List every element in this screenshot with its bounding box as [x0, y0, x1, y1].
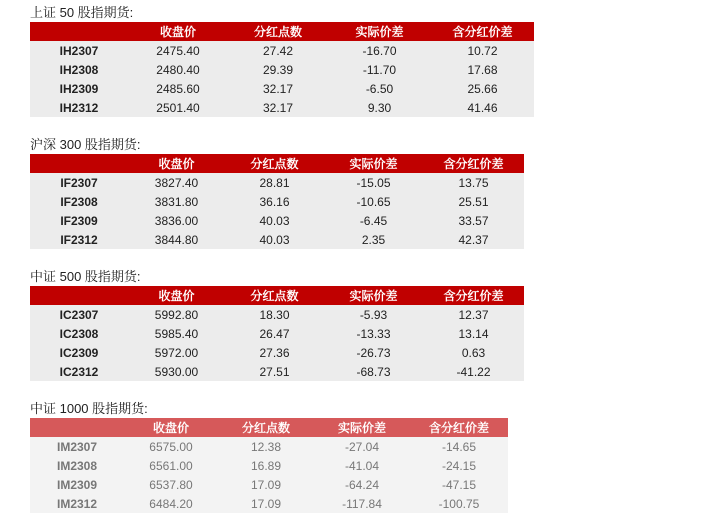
close-price: 3831.80 — [154, 194, 199, 209]
header-dividend-points: 分红点数 — [250, 289, 299, 303]
spread-with-dividend: 10.72 — [467, 43, 498, 58]
table-header-row — [30, 418, 508, 437]
actual-spread: -11.70 — [362, 62, 397, 77]
dividend-points: 27.42 — [262, 43, 294, 58]
header-close-price: 收盘价 — [158, 289, 195, 303]
section-title: 上证 50 股指期货: — [30, 5, 134, 20]
close-price: 6561.00 — [149, 458, 193, 473]
dividend-points: 40.03 — [259, 213, 290, 228]
actual-spread: -64.24 — [344, 477, 380, 492]
contract-code: IF2312 — [60, 232, 98, 247]
table-header-row — [30, 22, 534, 41]
contract-code: IH2312 — [59, 100, 99, 115]
section-title: 沪深 300 股指期货: — [30, 137, 141, 152]
close-price: 2501.40 — [156, 100, 200, 115]
spread-table — [30, 286, 524, 381]
spread-with-dividend: -100.75 — [438, 496, 480, 511]
actual-spread: -68.73 — [356, 364, 391, 379]
actual-spread: -16.70 — [362, 43, 397, 58]
header-dividend-points: 分红点数 — [241, 421, 290, 435]
actual-spread: 2.35 — [361, 232, 386, 247]
actual-spread: -41.04 — [344, 458, 380, 473]
contract-code: IH2309 — [59, 81, 99, 96]
actual-spread: -15.05 — [356, 175, 391, 190]
dividend-points: 40.03 — [259, 232, 290, 247]
actual-spread: -27.04 — [344, 439, 380, 454]
actual-spread: -6.50 — [365, 81, 394, 96]
header-actual-spread: 实际价差 — [349, 289, 398, 303]
actual-spread: 9.30 — [367, 100, 392, 115]
spread-with-dividend: -24.15 — [441, 458, 477, 473]
spread-with-dividend: 42.37 — [458, 232, 489, 247]
table-row — [30, 41, 534, 60]
spread-with-dividend: -41.22 — [456, 364, 491, 379]
close-price: 6537.80 — [149, 477, 193, 492]
table-row — [30, 98, 534, 117]
header-cell — [30, 22, 128, 41]
actual-spread: -26.73 — [356, 345, 391, 360]
header-actual-spread: 实际价差 — [355, 25, 404, 39]
header-actual-spread: 实际价差 — [337, 421, 386, 435]
section-csi300 — [30, 136, 524, 249]
dividend-points: 36.16 — [259, 194, 290, 209]
header-close-price: 收盘价 — [158, 157, 195, 171]
spread-with-dividend: 12.37 — [458, 307, 489, 322]
dividend-points: 17.09 — [250, 496, 282, 511]
header-cell — [30, 154, 128, 173]
table-row — [30, 437, 508, 456]
contract-code: IF2309 — [60, 213, 98, 228]
spread-table — [30, 154, 524, 249]
contract-code: IC2307 — [59, 307, 99, 322]
dividend-points: 26.47 — [259, 326, 290, 341]
actual-spread: -13.33 — [356, 326, 391, 341]
spread-with-dividend: 0.63 — [461, 345, 486, 360]
spread-with-dividend: 33.57 — [458, 213, 489, 228]
header-cell — [30, 286, 128, 305]
close-price: 6484.20 — [149, 496, 193, 511]
header-spread-with-dividend: 含分红价差 — [443, 289, 504, 303]
contract-code: IC2309 — [59, 345, 99, 360]
table-row — [30, 173, 524, 192]
close-price: 5985.40 — [154, 326, 199, 341]
header-spread-with-dividend: 含分红价差 — [428, 421, 489, 435]
section-csi500 — [30, 268, 524, 381]
dividend-points: 27.51 — [259, 364, 290, 379]
header-close-price: 收盘价 — [152, 421, 189, 435]
contract-code: IH2308 — [59, 62, 99, 77]
dividend-points: 12.38 — [250, 439, 282, 454]
dividend-points: 27.36 — [259, 345, 290, 360]
dividend-points: 17.09 — [250, 477, 282, 492]
table-row — [30, 192, 524, 211]
actual-spread: -6.45 — [359, 213, 388, 228]
header-actual-spread: 实际价差 — [349, 157, 398, 171]
header-dividend-points: 分红点数 — [253, 25, 302, 39]
spread-with-dividend: 13.75 — [458, 175, 489, 190]
spread-with-dividend: 13.14 — [458, 326, 489, 341]
section-title: 中证 500 股指期货: — [30, 269, 141, 284]
contract-code: IM2309 — [56, 477, 98, 492]
close-price: 3836.00 — [154, 213, 199, 228]
table-row — [30, 60, 534, 79]
actual-spread: -117.84 — [342, 496, 382, 511]
contract-code: IH2307 — [59, 43, 99, 58]
section-csi1000 — [30, 400, 508, 513]
spread-with-dividend: -47.15 — [441, 477, 477, 492]
close-price: 2475.40 — [156, 43, 200, 58]
dividend-points: 18.30 — [259, 307, 290, 322]
header-spread-with-dividend: 含分红价差 — [452, 25, 513, 39]
contract-code: IM2307 — [56, 439, 98, 454]
table-row — [30, 305, 524, 324]
actual-spread: -10.65 — [356, 194, 391, 209]
section-sse50 — [30, 4, 534, 117]
close-price: 2485.60 — [156, 81, 200, 96]
spread-with-dividend: 25.66 — [467, 81, 498, 96]
header-dividend-points: 分红点数 — [250, 157, 299, 171]
actual-spread: -5.93 — [359, 307, 388, 322]
spread-with-dividend: 17.68 — [467, 62, 498, 77]
table-header-row — [30, 154, 524, 173]
close-price: 2480.40 — [156, 62, 200, 77]
table-row — [30, 475, 508, 494]
contract-code: IM2312 — [56, 496, 98, 511]
table-row — [30, 362, 524, 381]
spread-with-dividend: 25.51 — [458, 194, 489, 209]
table-row — [30, 211, 524, 230]
table-row — [30, 230, 524, 249]
dividend-points: 29.39 — [262, 62, 294, 77]
table-row — [30, 324, 524, 343]
spread-table — [30, 418, 508, 513]
spread-table — [30, 22, 534, 117]
contract-code: IC2312 — [59, 364, 99, 379]
table-row — [30, 343, 524, 362]
dividend-points: 32.17 — [262, 81, 294, 96]
spread-with-dividend: -14.65 — [441, 439, 477, 454]
table-row — [30, 494, 508, 513]
header-cell — [30, 418, 124, 437]
header-spread-with-dividend: 含分红价差 — [443, 157, 504, 171]
close-price: 6575.00 — [149, 439, 193, 454]
dividend-points: 32.17 — [262, 100, 294, 115]
header-close-price: 收盘价 — [159, 25, 196, 39]
table-header-row — [30, 286, 524, 305]
close-price: 3844.80 — [154, 232, 199, 247]
close-price: 3827.40 — [154, 175, 199, 190]
dividend-points: 28.81 — [259, 175, 290, 190]
section-title: 中证 1000 股指期货: — [30, 401, 148, 416]
contract-code: IF2308 — [60, 194, 98, 209]
dividend-points: 16.89 — [250, 458, 282, 473]
close-price: 5930.00 — [154, 364, 199, 379]
close-price: 5992.80 — [154, 307, 199, 322]
spread-with-dividend: 41.46 — [467, 100, 498, 115]
contract-code: IM2308 — [56, 458, 98, 473]
close-price: 5972.00 — [154, 345, 199, 360]
contract-code: IC2308 — [59, 326, 99, 341]
contract-code: IF2307 — [60, 175, 98, 190]
table-row — [30, 79, 534, 98]
table-row — [30, 456, 508, 475]
